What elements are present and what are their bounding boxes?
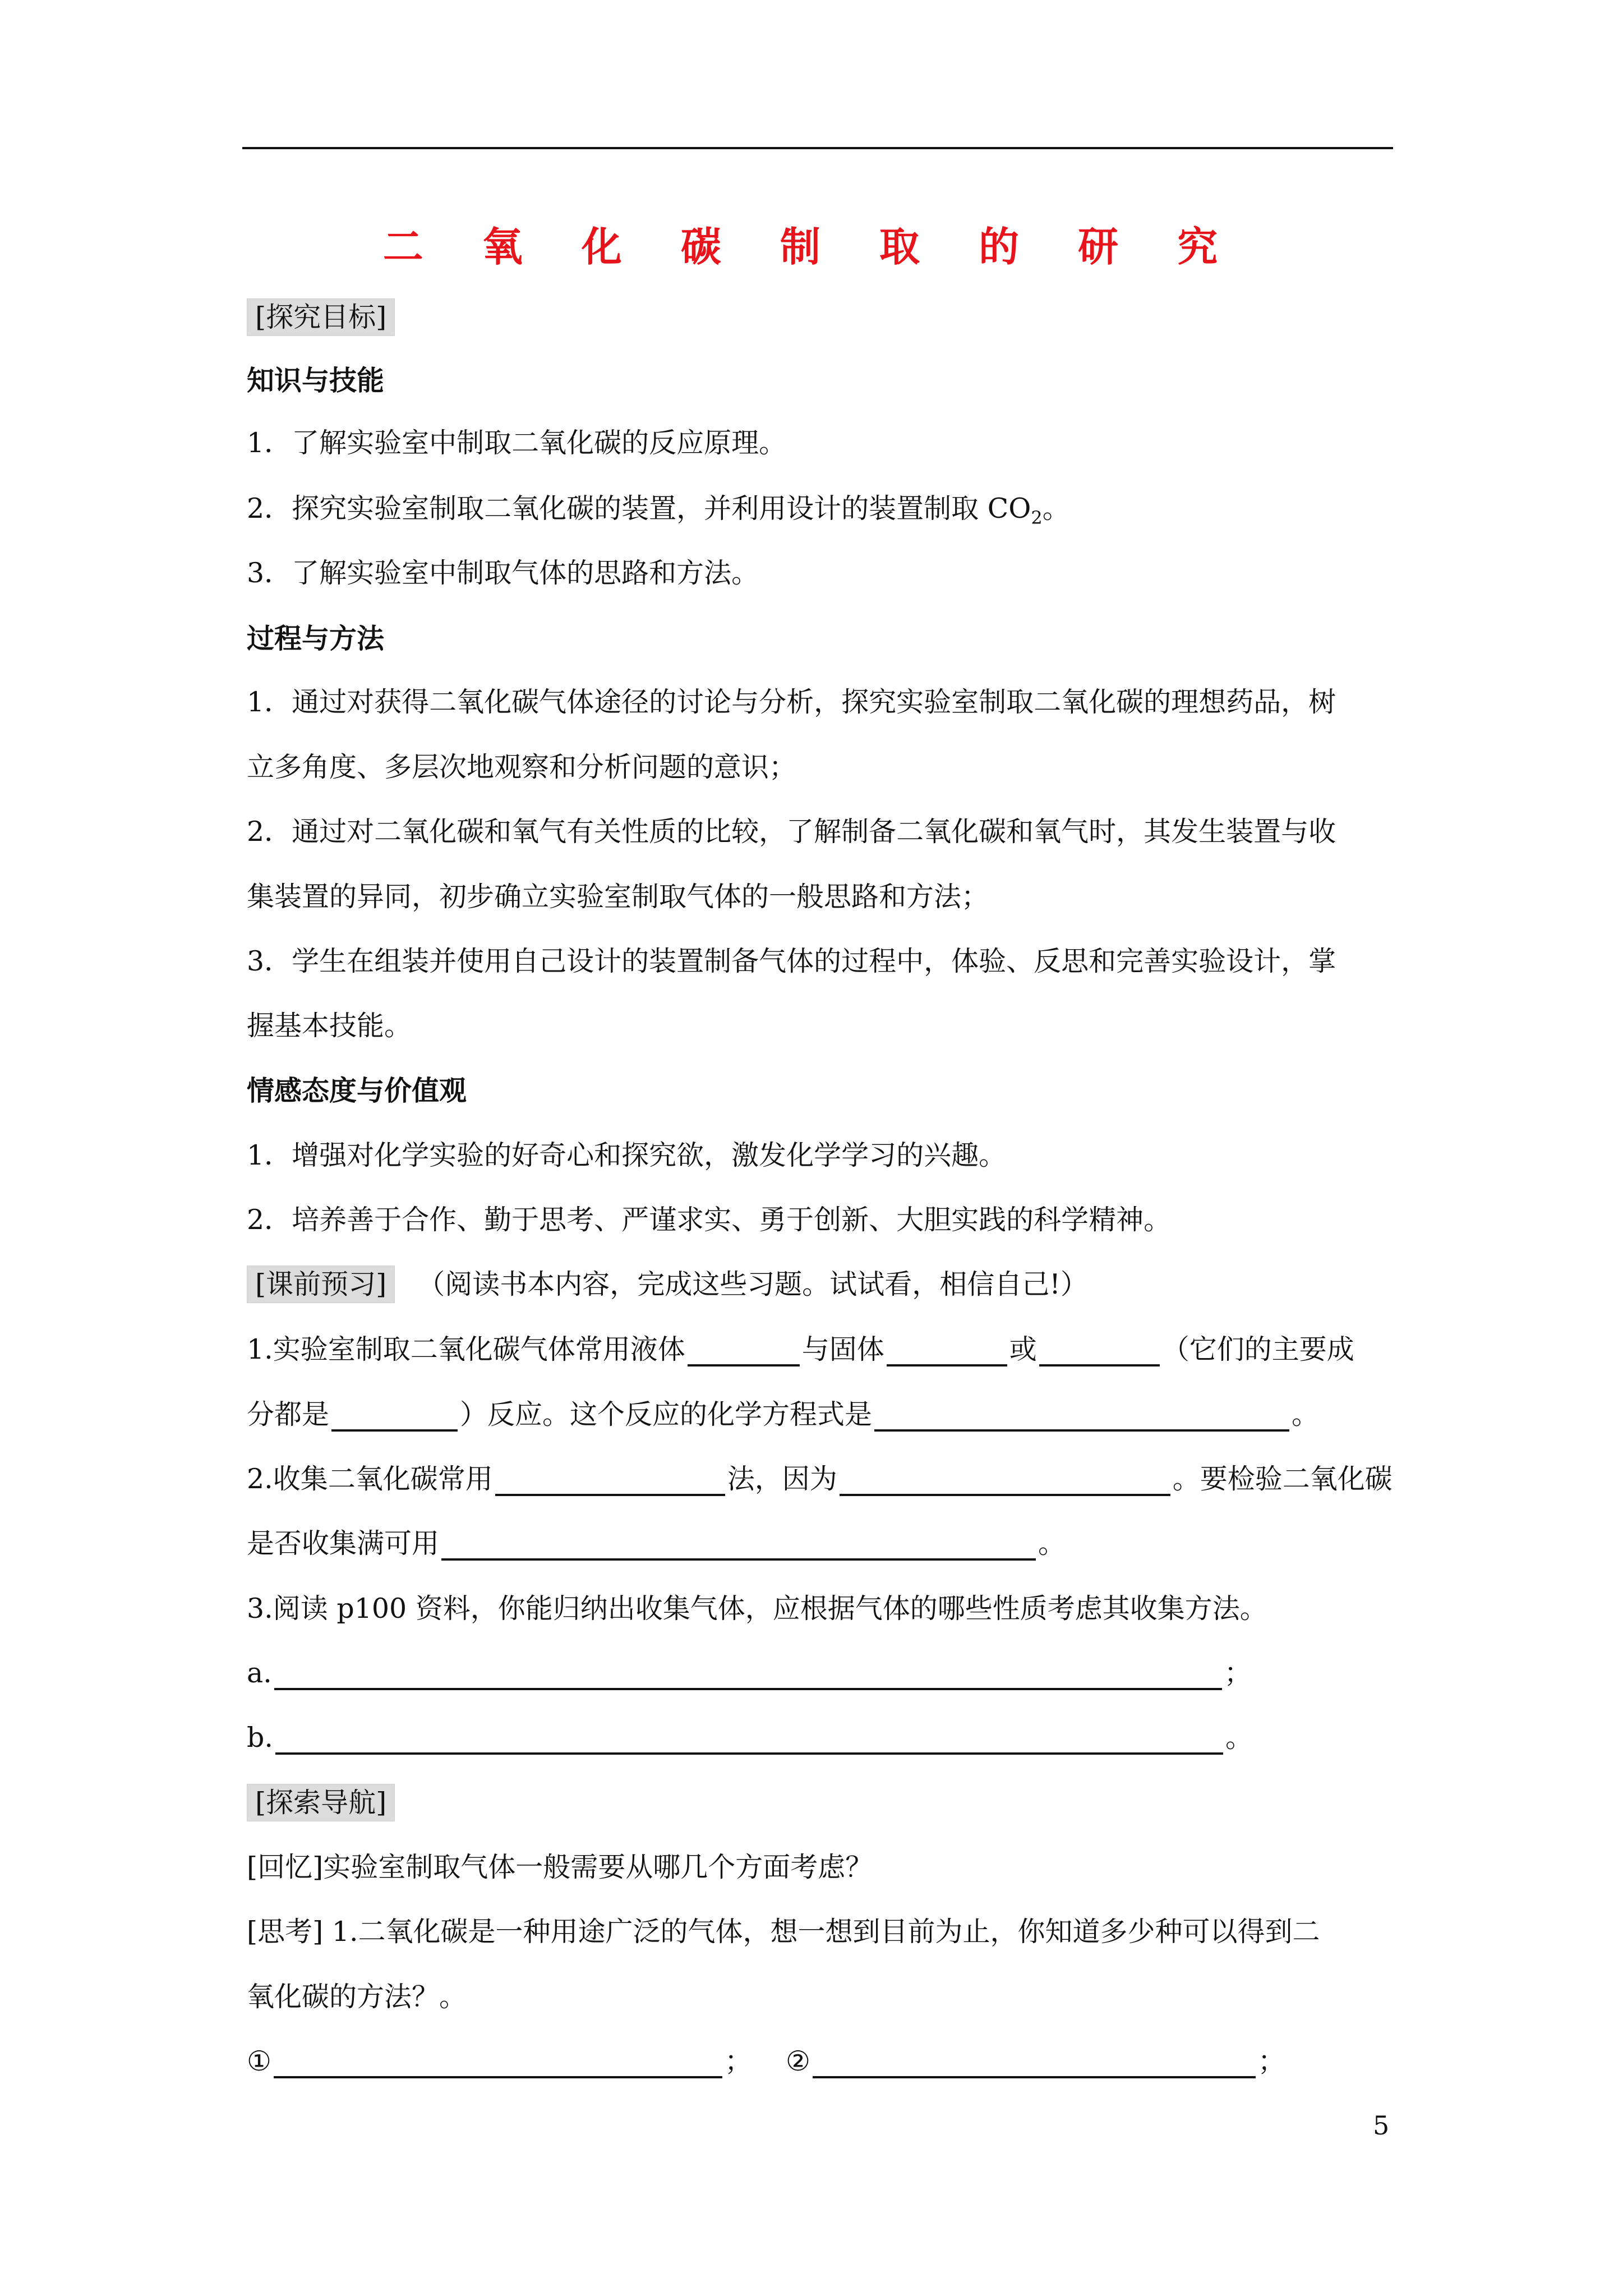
q2a-text-3: 。要检验二氧化碳 [1172,1463,1393,1495]
q1b-text-3: 。 [1292,1398,1320,1430]
attitude-item-2: 2．培养善于合作、勤于思考、严谨求实、勇于创新、大胆实践的科学精神。 [247,1204,1172,1236]
q1b-text-2: ）反应。这个反应的化学方程式是 [460,1398,873,1430]
blank-option-1[interactable] [274,2051,722,2078]
explore-tag: [探索导航] [247,1784,395,1821]
header-rule [242,147,1393,149]
blank-collection-method[interactable] [495,1469,725,1496]
question-1a [247,1333,1354,1366]
process-item-3b: 握基本技能。 [247,1010,412,1042]
knowledge-heading: 知识与技能 [247,364,385,397]
q1b-text-1: 分都是 [247,1398,330,1430]
option-1-marker: ① [247,2045,271,2077]
q1a-text-4: （它们的主要成 [1161,1333,1354,1365]
blank-solid-2[interactable] [1039,1340,1160,1366]
knowledge-item-2 [247,492,1070,535]
page-number: 5 [1373,2110,1390,2141]
q2b-text-1: 是否收集满可用 [247,1527,440,1559]
process-item-2b: 集装置的异同，初步确立实验室制取气体的一般思路和方法； [247,881,989,913]
process-item-1b: 立多角度、多层次地观察和分析问题的意识； [247,751,797,783]
co2-subscript: 2 [1031,507,1043,528]
blank-answer-b[interactable] [275,1728,1223,1755]
q1a-text-3: 或 [1009,1333,1037,1365]
options-row [247,2045,1285,2078]
answer-a-row [247,1657,1252,1690]
goal-section-tag [247,301,395,334]
attitude-item-1: 1．增强对化学实验的好奇心和探究欲，激发化学学习的兴趣。 [247,1139,1007,1171]
answer-a-end: ； [1224,1657,1252,1689]
think-line-b: 氧化碳的方法？。 [247,1981,467,2013]
answer-a-label: a. [247,1657,272,1689]
preview-note: （阅读书本内容，完成这些习题。试试看，相信自己!） [417,1268,1088,1300]
question-1b [247,1398,1319,1432]
answer-b-row [247,1721,1253,1755]
answer-b-label: b. [247,1722,273,1754]
q1a-text-2: 与固体 [801,1333,884,1365]
blank-answer-a[interactable] [274,1663,1222,1690]
knowledge-item-2-text: 2．探究实验室制取二氧化碳的装置，并利用设计的装置制取 CO [247,493,1031,524]
q2b-text-2: 。 [1038,1527,1066,1559]
process-item-3a: 3．学生在组装并使用自己设计的装置制备气体的过程中，体验、反思和完善实验设计，掌 [247,945,1336,977]
question-2b [247,1527,1066,1561]
knowledge-item-3: 3．了解实验室中制取气体的思路和方法。 [247,557,759,589]
blank-full-check[interactable] [441,1534,1036,1561]
blank-liquid[interactable] [688,1340,800,1366]
page-title: 二 氧 化 碳 制 取 的 研 究 [382,223,1241,270]
recall-line: [回忆]实验室制取气体一般需要从哪几个方面考虑？ [247,1851,873,1883]
q1a-text-1: 1.实验室制取二氧化碳气体常用液体 [247,1333,685,1365]
goal-tag: [探究目标] [247,298,395,336]
preview-row [247,1268,1088,1301]
blank-reason[interactable] [840,1469,1170,1496]
attitude-heading: 情感态度与价值观 [247,1074,467,1107]
question-2a [247,1462,1393,1496]
blank-solid-1[interactable] [887,1340,1007,1366]
knowledge-item-1: 1．了解实验室中制取二氧化碳的反应原理。 [247,427,787,459]
q2a-text-2: 法，因为 [727,1463,837,1495]
process-item-1a: 1．通过对获得二氧化碳气体途径的讨论与分析，探究实验室制取二氧化碳的理想药品，树 [247,686,1336,718]
think-line-a: [思考] 1.二氧化碳是一种用途广泛的气体，想一想到目前为止，你知道多少种可以得到二 [247,1916,1320,1948]
knowledge-item-2-end: 。 [1042,493,1070,524]
process-heading: 过程与方法 [247,622,385,655]
question-3: 3.阅读 p100 资料，你能归纳出收集气体，应根据气体的哪些性质考虑其收集方法。 [247,1593,1267,1625]
explore-row [247,1786,395,1820]
blank-equation[interactable] [874,1405,1289,1432]
preview-tag: [课前预习] [247,1266,395,1303]
answer-b-end: 。 [1225,1722,1253,1754]
option-2-marker: ② [785,2045,810,2077]
option-1-end: ； [724,2045,752,2077]
option-2-end: ； [1257,2045,1285,2077]
q2a-text-1: 2.收集二氧化碳常用 [247,1463,493,1495]
blank-main-component[interactable] [331,1405,458,1432]
blank-option-2[interactable] [813,2051,1256,2078]
process-item-2a: 2．通过对二氧化碳和氧气有关性质的比较，了解制备二氧化碳和氧气时，其发生装置与收 [247,816,1336,848]
